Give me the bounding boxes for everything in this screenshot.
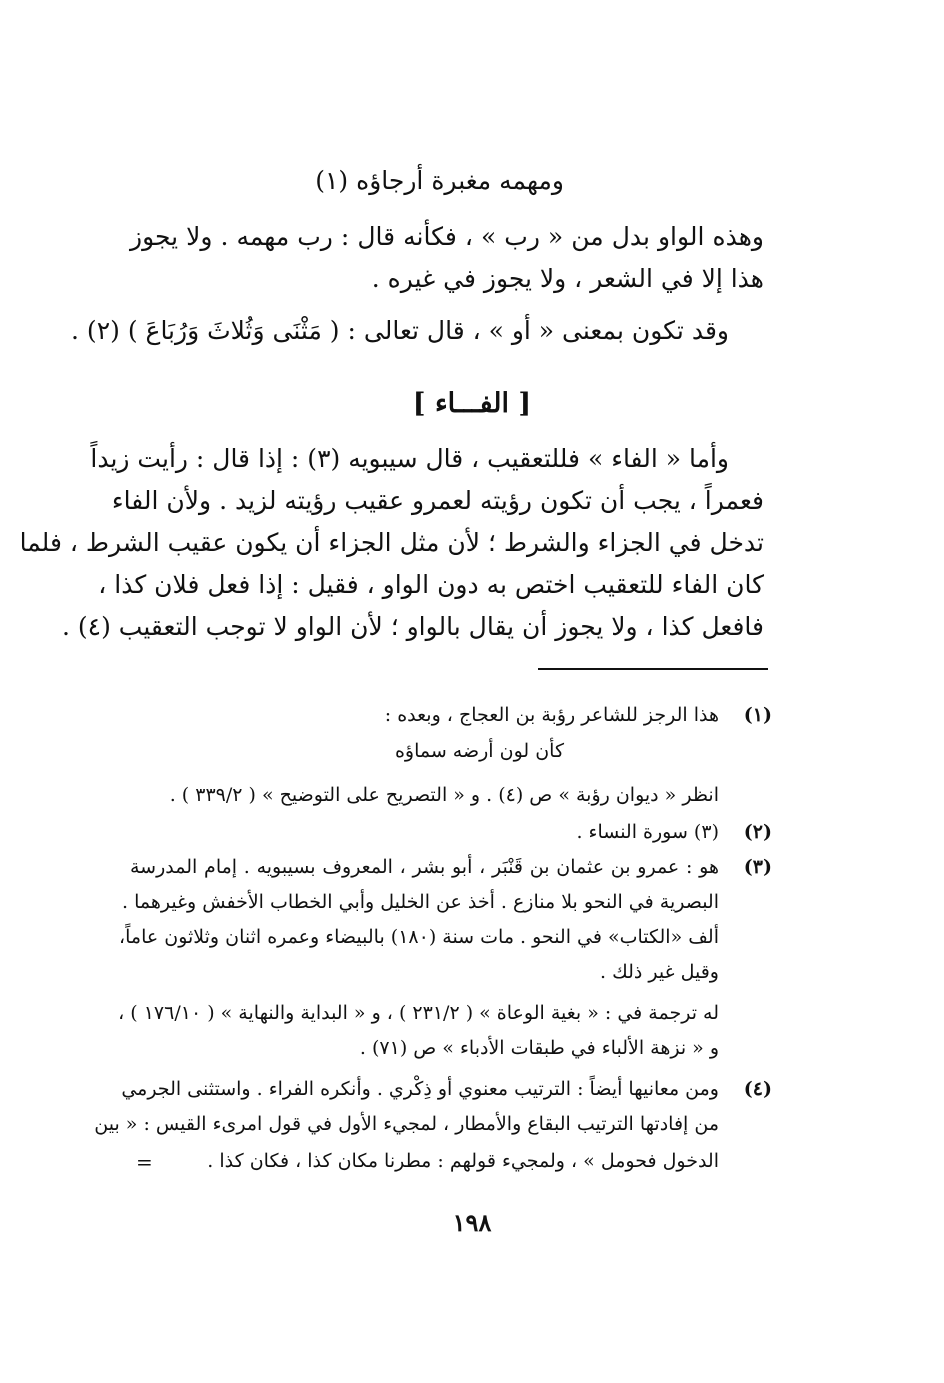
footnote-1-line-1: هذا الرجز للشاعر رؤبة بن العجاج ، وبعده : (384, 704, 719, 726)
footnote-1-verse: كأن لون أرضه سماؤه (394, 740, 564, 762)
footnote-2-number: (٢) (743, 821, 772, 843)
footnote-3-number: (٣) (743, 856, 772, 878)
verse-line: ومهمه مغبرة أرجاؤه (١) (315, 166, 564, 195)
footnote-4-line-1: ومن معانيها أيضاً : الترتيب معنوي أو ذِكْري . وأنكره الفراء . واستثنى الجرمي (121, 1078, 719, 1100)
footnote-separator (538, 668, 768, 670)
body-line-8: فافعل كذا ، ولا يجوز أن يقال بالواو ؛ لأن الواو لا توجب التعقيب (٤) . (62, 612, 764, 641)
page-number: ١٩٨ (452, 1208, 492, 1237)
footnote-3-line-5: له ترجمة في : « بغية الوعاة » ( ٢٣١/٢ ) ، و « البداية والنهاية » ( ١٧٦/١٠ ) ، (118, 1002, 719, 1024)
footnote-3-line-1: هو : عمرو بن عثمان بن قَنْبَر ، أبو بشر ، المعروف بسيبويه . إمام المدرسة (130, 856, 719, 878)
continuation-mark: = (136, 1150, 153, 1174)
footnote-2-line-1: (٣) سورة النساء . (576, 821, 719, 843)
body-line-4: وأما « الفاء » فللتعقيب ، قال سيبويه (٣) : إذا قال : رأيت زيداً (90, 444, 729, 473)
body-line-7: كان الفاء للتعقيب اختص به دون الواو ، فقيل : إذا فعل فلان كذا ، (98, 570, 764, 599)
footnote-4-line-2: من إفادتها الترتيب البقاع والأمطار ، لمجيء الأول في قول امرىء القيس : « بين (94, 1113, 719, 1135)
footnote-4-line-3: الدخول فحومل » ، ولمجيء قولهم : مطرنا مكان كذا ، فكان كذا . (207, 1150, 719, 1172)
body-line-6: تدخل في الجزاء والشرط ؛ لأن مثل الجزاء أن يكون عقيب الشرط ، فلما (19, 528, 764, 557)
footnote-3-line-6: و « نزهة الألباء في طبقات الأدباء » ص (٧١) . (359, 1037, 719, 1059)
section-heading: [ الفـــاء ] (412, 388, 532, 419)
body-line-5: فعمراً ، يجب أن تكون رؤيته لعمرو عقيب رؤيته لزيد . ولأن الفاء (111, 486, 764, 515)
footnote-4-number: (٤) (743, 1078, 772, 1100)
footnote-1-line-3: انظر « ديوان رؤبة » ص (٤) . و « التصريح على التوضيح » ( ٣٣٩/٢ ) . (169, 784, 719, 806)
footnote-3-line-4: وقيل غير ذلك . (600, 961, 719, 983)
footnote-1-number: (١) (743, 704, 772, 726)
footnote-3-line-2: البصرية في النحو بلا منازع . أخذ عن الخليل وأبي الخطاب الأخفش وغيرهما . (122, 891, 719, 913)
body-line-3: وقد تكون بمعنى « أو » ، قال تعالى : ( مَثْنَى وَثُلاثَ وَرُبَاعَ ) (٢) . (71, 316, 729, 345)
footnote-3-line-3: ألف «الكتاب» في النحو . مات سنة (١٨٠) بالبيضاء وعمره اثنان وثلاثون عاماً، (118, 926, 719, 948)
body-line-1: وهذه الواو بدل من « رب » ، فكأنه قال : رب مهمه . ولا يجوز (130, 222, 764, 251)
body-line-2: هذا إلا في الشعر ، ولا يجوز في غيره . (371, 264, 764, 293)
